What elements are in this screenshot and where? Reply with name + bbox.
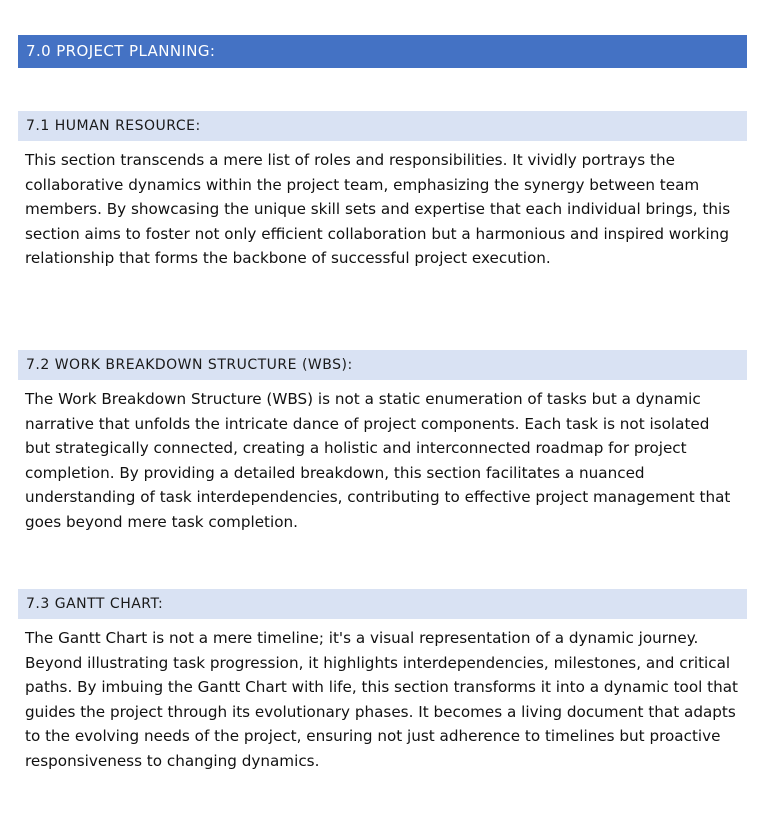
section-work-breakdown-structure (18, 350, 747, 535)
chapter-heading: 7.0 PROJECT PLANNING: (18, 35, 747, 68)
section-human-resource (18, 111, 747, 271)
section-gantt-chart (18, 589, 747, 774)
section-heading: 7.2 WORK BREAKDOWN STRUCTURE (WBS): (18, 350, 747, 380)
section-heading: 7.1 HUMAN RESOURCE: (18, 111, 747, 141)
section-body-text: The Gantt Chart is not a mere timeline; it's a visual representation of a dynamic journey. Beyond illustrating task progression, it highlights interdependencies, milestones, and critical paths. By imbuing the Gantt Chart with life, this section transforms it into a dynamic tool that guides the project through its evolutionary phases. It becomes a living document that adapts to the evolving needs of the project, ensuring not just adherence to timelines but proactive responsiveness to changing dynamics. (25, 629, 739, 770)
section-heading: 7.3 GANTT CHART: (18, 589, 747, 619)
section-body-text: This section transcends a mere list of roles and responsibilities. It vividly portrays the collaborative dynamics within the project team, emphasizing the synergy between team members. By showcasing the unique skill sets and expertise that each individual brings, this section aims to foster not only efficient collaboration but a harmonious and inspired working relationship that forms the backbone of successful project execution. (25, 151, 731, 268)
section-body-text: The Work Breakdown Structure (WBS) is not a static enumeration of tasks but a dynamic narrative that unfolds the intricate dance of project components. Each task is not isolated but strategically connected, creating a holistic and interconnected roadmap for project completion. By providing a detailed breakdown, this section facilitates a nuanced understanding of task interdependencies, contributing to effective project management that goes beyond mere task completion. (25, 390, 731, 531)
